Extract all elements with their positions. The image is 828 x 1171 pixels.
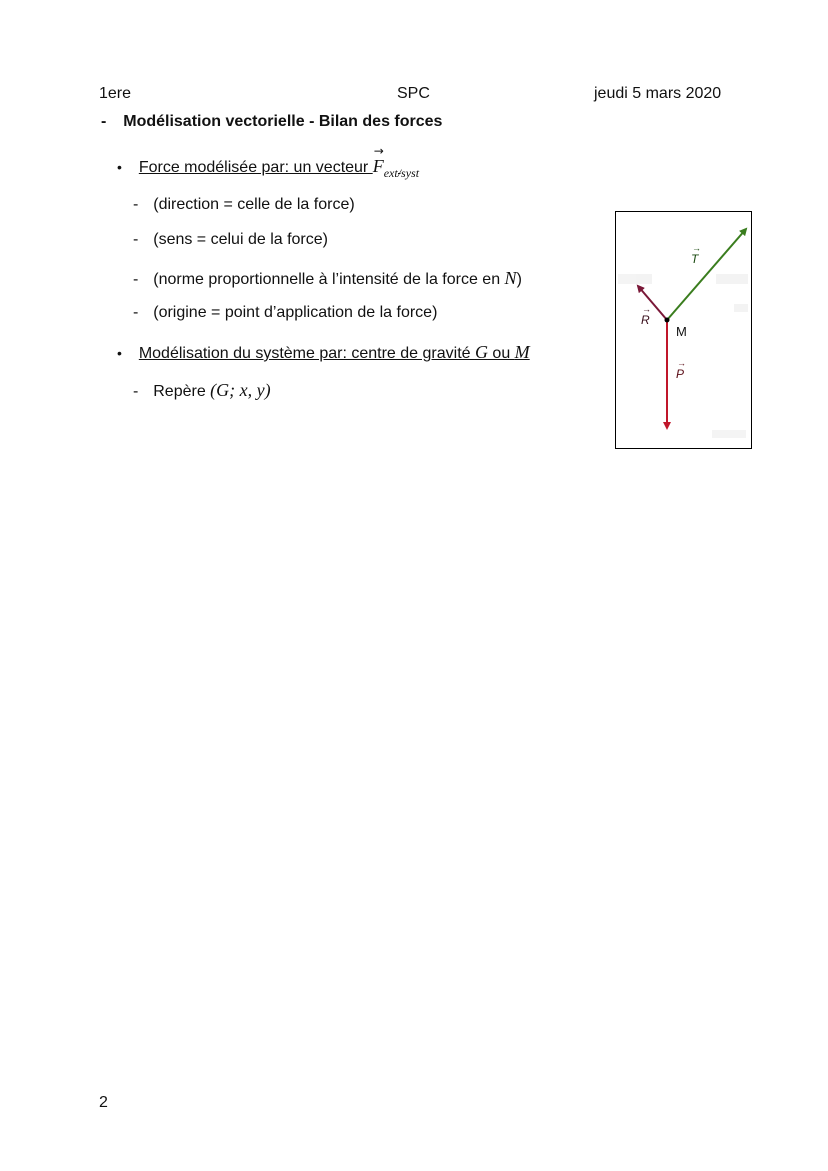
- vector-arrow: →: [373, 144, 384, 158]
- frame-notation: (G; x, y): [210, 380, 271, 400]
- section-marker: -: [101, 113, 107, 130]
- dash: -: [133, 271, 139, 288]
- list-subitem: [133, 268, 522, 289]
- header-date: jeudi 5 mars 2020: [594, 85, 722, 102]
- symbol-g: G: [474, 342, 488, 362]
- vector-subscript: ext/syst: [383, 166, 420, 180]
- subitem-text: (norme proportionnelle à l’intensité de la force en: [153, 271, 505, 288]
- symbol-m: M: [514, 342, 530, 362]
- label-m: M: [676, 324, 687, 339]
- list-subitem: [133, 196, 355, 214]
- label-p: [676, 358, 686, 381]
- label-r-arrow: →: [642, 304, 651, 314]
- bullet: •: [117, 345, 122, 361]
- subitem-close: ): [516, 271, 522, 288]
- force-model-label: Force modélisée par: un vecteur: [138, 159, 373, 176]
- list-item-force: [117, 144, 420, 181]
- dash: -: [133, 383, 139, 400]
- section-heading: [101, 113, 442, 131]
- section-title: Modélisation vectorielle - Bilan des forces: [123, 113, 443, 130]
- system-model-text: [138, 342, 530, 362]
- vector-letter: F: [372, 156, 384, 176]
- force-diagram: [615, 211, 752, 449]
- connector-text: ou: [487, 345, 515, 362]
- unit-symbol: N: [504, 268, 517, 288]
- dash: -: [133, 304, 139, 321]
- system-model-label: Modélisation du système par: centre de gravité: [138, 345, 475, 362]
- list-subitem: [133, 231, 328, 249]
- list-subitem: [133, 304, 437, 322]
- point-m: [665, 318, 670, 323]
- label-p-arrow: →: [677, 358, 686, 368]
- label-t: [691, 243, 701, 266]
- subitem-text: (origine = point d’application de la force): [153, 304, 438, 321]
- label-r-letter: R: [641, 313, 650, 327]
- dash: -: [133, 196, 139, 213]
- bullet: •: [117, 159, 122, 175]
- header-subject: SPC: [397, 85, 430, 102]
- header-level: 1ere: [99, 85, 132, 102]
- subitem-text: Repère: [153, 383, 211, 400]
- label-r: [641, 304, 651, 327]
- label-p-letter: P: [676, 367, 685, 381]
- force-model-text: [138, 144, 420, 180]
- label-t-letter: T: [691, 252, 699, 266]
- list-subitem: [133, 380, 271, 401]
- dash: -: [133, 231, 139, 248]
- list-item-system: [117, 342, 530, 363]
- page-number: 2: [99, 1094, 108, 1111]
- subitem-text: (sens = celui de la force): [153, 231, 328, 248]
- subitem-text: (direction = celle de la force): [153, 196, 355, 213]
- force-vector-symbol: [372, 144, 384, 177]
- label-t-arrow: →: [692, 243, 701, 253]
